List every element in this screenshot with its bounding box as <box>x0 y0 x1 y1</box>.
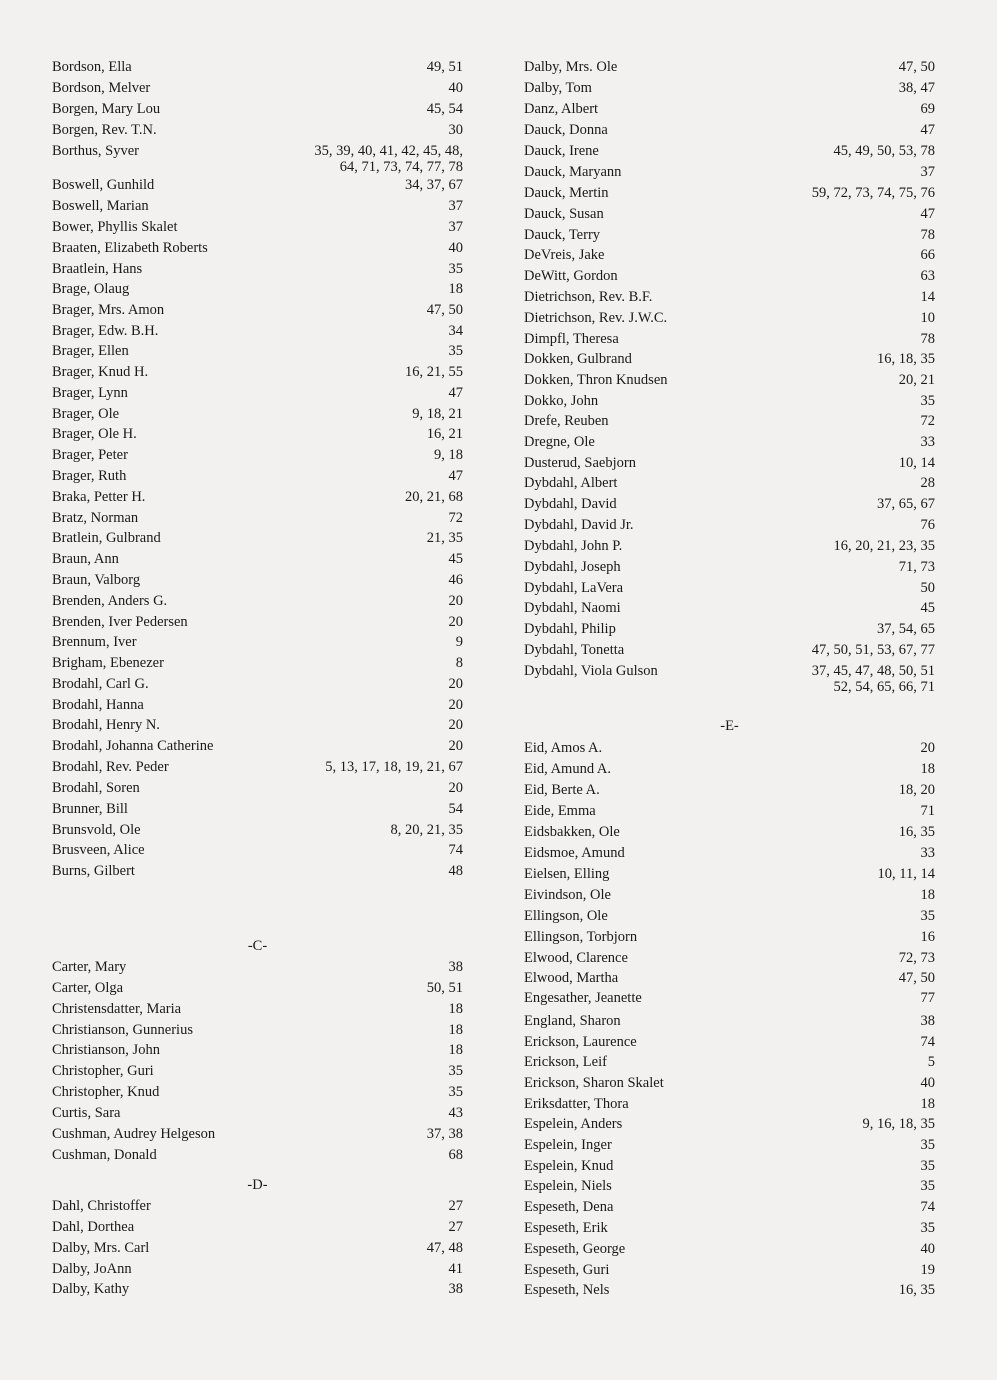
entry-pages: 20 <box>448 614 463 630</box>
entry-pages: 20 <box>448 676 463 692</box>
entry-name: Brager, Knud H. <box>52 364 149 380</box>
entry-name: Christopher, Guri <box>52 1063 154 1079</box>
entry-name: Eivindson, Ole <box>524 887 611 903</box>
entry-name: Dalby, Mrs. Carl <box>52 1240 150 1256</box>
entry-pages: 19 <box>920 1262 935 1278</box>
entry-name: Dokken, Gulbrand <box>524 351 632 367</box>
entry-pages: 48 <box>448 863 463 879</box>
entry-pages: 40 <box>920 1241 935 1257</box>
entry-pages: 38 <box>448 1281 463 1297</box>
entry-pages: 45, 49, 50, 53, 78 <box>833 143 935 159</box>
entry-pages: 16, 21 <box>426 426 463 442</box>
entry-pages: 9 <box>455 634 463 650</box>
entry-name: Brunsvold, Ole <box>52 822 141 838</box>
entry-pages: 18, 20 <box>898 782 935 798</box>
entry-name: Dregne, Ole <box>524 434 595 450</box>
entry-name: Dusterud, Saebjorn <box>524 455 636 471</box>
entry-pages: 72, 73 <box>898 950 935 966</box>
entry-pages: 35 <box>920 1178 935 1194</box>
entry-name: Eielsen, Elling <box>524 866 610 882</box>
entry-pages: 27 <box>448 1198 463 1214</box>
entry-name: Dauck, Terry <box>524 227 601 243</box>
entry-pages: 8 <box>455 655 463 671</box>
entry-name: Cushman, Donald <box>52 1147 157 1163</box>
entry-name: Braun, Ann <box>52 551 119 567</box>
entry-name: Brunner, Bill <box>52 801 128 817</box>
entry-name: Brennum, Iver <box>52 634 137 650</box>
entry-name: Erickson, Sharon Skalet <box>524 1075 664 1091</box>
entry-pages: 8, 20, 21, 35 <box>390 822 463 838</box>
entry-name: Dybdahl, David Jr. <box>524 517 634 533</box>
entry-name: Braaten, Elizabeth Roberts <box>52 240 208 256</box>
entry-pages: 37, 45, 47, 48, 50, 51 52, 54, 65, 66, 71 <box>811 663 935 695</box>
entry-name: Brager, Ole <box>52 406 120 422</box>
entry-name: Eidsmoe, Amund <box>524 845 625 861</box>
entry-pages: 35 <box>448 1063 463 1079</box>
entry-name: Dauck, Mertin <box>524 185 609 201</box>
entry-name: Borgen, Mary Lou <box>52 101 161 117</box>
entry-pages: 35 <box>920 1158 935 1174</box>
entry-pages: 37, 65, 67 <box>877 496 935 512</box>
entry-pages: 45 <box>448 551 463 567</box>
entry-pages: 20 <box>448 780 463 796</box>
entry-pages: 35 <box>448 1084 463 1100</box>
entry-pages: 14 <box>920 289 935 305</box>
entry-name: Borthus, Syver <box>52 143 139 159</box>
entry-name: Dietrichson, Rev. J.W.C. <box>524 310 668 326</box>
entry-pages: 76 <box>920 517 935 533</box>
entry-name: Danz, Albert <box>524 101 599 117</box>
entry-name: Dalby, Tom <box>524 80 592 96</box>
entry-name: Dahl, Dorthea <box>52 1219 135 1235</box>
entry-pages: 16, 20, 21, 23, 35 <box>833 538 935 554</box>
entry-name: Dietrichson, Rev. B.F. <box>524 289 653 305</box>
entry-name: Dybdahl, David <box>524 496 617 512</box>
entry-pages: 18 <box>920 1096 935 1112</box>
entry-pages: 18 <box>448 281 463 297</box>
entry-name: Braun, Valborg <box>52 572 141 588</box>
entry-name: Espeseth, Guri <box>524 1262 610 1278</box>
entry-pages: 37 <box>448 219 463 235</box>
entry-pages: 40 <box>448 240 463 256</box>
entry-name: Dybdahl, John P. <box>524 538 623 554</box>
entry-pages: 43 <box>448 1105 463 1121</box>
entry-pages: 47, 50, 51, 53, 67, 77 <box>811 642 935 658</box>
entry-pages: 35, 39, 40, 41, 42, 45, 48, 64, 71, 73, 74, 77, 78 <box>314 143 463 175</box>
entry-pages: 9, 16, 18, 35 <box>862 1116 935 1132</box>
entry-pages: 9, 18 <box>434 447 463 463</box>
entry-name: Brodahl, Carl G. <box>52 676 149 692</box>
entry-pages: 77 <box>920 990 935 1006</box>
entry-pages: 20 <box>448 697 463 713</box>
entry-name: Brigham, Ebenezer <box>52 655 164 671</box>
entry-pages: 34, 37, 67 <box>405 177 463 193</box>
entry-name: Bratz, Norman <box>52 510 139 526</box>
entry-name: Dybdahl, Albert <box>524 475 618 491</box>
entry-pages: 47, 48 <box>426 1240 463 1256</box>
entry-name: Dauck, Irene <box>524 143 599 159</box>
entry-name: Dokko, John <box>524 393 599 409</box>
entry-pages: 18 <box>448 1042 463 1058</box>
entry-pages: 35 <box>920 1137 935 1153</box>
entry-name: England, Sharon <box>524 1013 621 1029</box>
entry-pages: 16, 35 <box>898 1282 935 1298</box>
entry-pages: 33 <box>920 845 935 861</box>
entry-name: Espelein, Inger <box>524 1137 612 1153</box>
entry-name: Dybdahl, Tonetta <box>524 642 625 658</box>
entry-pages: 5 <box>927 1054 935 1070</box>
section-heading: -E- <box>720 718 739 734</box>
entry-name: Dybdahl, LaVera <box>524 580 624 596</box>
entry-name: Eid, Berte A. <box>524 782 600 798</box>
entry-name: Boswell, Marian <box>52 198 149 214</box>
entry-name: Eid, Amos A. <box>524 740 603 756</box>
entry-name: Dahl, Christoffer <box>52 1198 151 1214</box>
entry-name: Brager, Ruth <box>52 468 127 484</box>
entry-name: Espeseth, Erik <box>524 1220 608 1236</box>
entry-pages: 66 <box>920 247 935 263</box>
entry-name: Espeseth, Nels <box>524 1282 610 1298</box>
entry-name: Ellingson, Torbjorn <box>524 929 638 945</box>
entry-pages: 16, 35 <box>898 824 935 840</box>
entry-name: Christensdatter, Maria <box>52 1001 182 1017</box>
entry-pages: 28 <box>920 475 935 491</box>
entry-pages: 16, 21, 55 <box>405 364 463 380</box>
entry-name: Eide, Emma <box>524 803 596 819</box>
entry-pages: 10, 11, 14 <box>877 866 935 882</box>
entry-pages: 49, 51 <box>426 59 463 75</box>
entry-name: Brodahl, Rev. Peder <box>52 759 169 775</box>
entry-pages: 16, 18, 35 <box>877 351 935 367</box>
entry-name: Cushman, Audrey Helgeson <box>52 1126 216 1142</box>
entry-name: Bordson, Ella <box>52 59 132 75</box>
entry-pages: 35 <box>448 343 463 359</box>
entry-name: Brodahl, Hanna <box>52 697 144 713</box>
entry-pages: 69 <box>920 101 935 117</box>
entry-pages: 34 <box>448 323 463 339</box>
entry-pages: 5, 13, 17, 18, 19, 21, 67 <box>325 759 463 775</box>
entry-pages: 47 <box>920 206 935 222</box>
entry-name: Braka, Petter H. <box>52 489 146 505</box>
entry-name: Brager, Ole H. <box>52 426 137 442</box>
entry-name: Eid, Amund A. <box>524 761 612 777</box>
entry-pages: 37, 38 <box>426 1126 463 1142</box>
entry-name: Braatlein, Hans <box>52 261 143 277</box>
entry-name: Boswell, Gunhild <box>52 177 155 193</box>
entry-name: Christopher, Knud <box>52 1084 160 1100</box>
entry-pages: 40 <box>920 1075 935 1091</box>
entry-pages: 47, 50 <box>898 59 935 75</box>
section-heading: -D- <box>247 1177 268 1193</box>
entry-name: Brenden, Anders G. <box>52 593 168 609</box>
entry-pages: 10 <box>920 310 935 326</box>
entry-name: Erickson, Laurence <box>524 1034 637 1050</box>
entry-pages: 33 <box>920 434 935 450</box>
entry-pages: 35 <box>920 393 935 409</box>
entry-name: Espelein, Niels <box>524 1178 612 1194</box>
entry-name: Brager, Mrs. Amon <box>52 302 165 318</box>
entry-name: Dalby, JoAnn <box>52 1261 132 1277</box>
entry-pages: 38 <box>920 1013 935 1029</box>
entry-pages: 45, 54 <box>426 101 463 117</box>
entry-pages: 20 <box>448 593 463 609</box>
entry-name: Drefe, Reuben <box>524 413 609 429</box>
entry-name: Dybdahl, Philip <box>524 621 616 637</box>
entry-name: Dybdahl, Viola Gulson <box>524 663 658 679</box>
entry-pages: 35 <box>920 908 935 924</box>
entry-pages: 59, 72, 73, 74, 75, 76 <box>811 185 935 201</box>
entry-name: Dalby, Kathy <box>52 1281 130 1297</box>
entry-name: Espelein, Anders <box>524 1116 623 1132</box>
entry-pages: 38 <box>448 959 463 975</box>
entry-name: Brager, Edw. B.H. <box>52 323 159 339</box>
entry-pages: 20 <box>920 740 935 756</box>
entry-name: Dybdahl, Joseph <box>524 559 621 575</box>
entry-name: Bordson, Melver <box>52 80 151 96</box>
entry-name: Christianson, Gunnerius <box>52 1022 193 1038</box>
entry-name: Carter, Olga <box>52 980 124 996</box>
entry-pages: 10, 14 <box>898 455 935 471</box>
entry-name: Ellingson, Ole <box>524 908 608 924</box>
entry-pages: 50, 51 <box>426 980 463 996</box>
entry-pages: 72 <box>920 413 935 429</box>
entry-pages: 68 <box>448 1147 463 1163</box>
entry-name: Espeseth, George <box>524 1241 626 1257</box>
section-heading: -C- <box>247 938 268 954</box>
entry-name: Dauck, Maryann <box>524 164 622 180</box>
entry-name: Brodahl, Soren <box>52 780 140 796</box>
entry-name: Eidsbakken, Ole <box>524 824 620 840</box>
entry-pages: 20 <box>448 717 463 733</box>
entry-pages: 38, 47 <box>898 80 935 96</box>
entry-name: Bower, Phyllis Skalet <box>52 219 178 235</box>
entry-name: Dimpfl, Theresa <box>524 331 619 347</box>
entry-pages: 54 <box>448 801 463 817</box>
entry-pages: 9, 18, 21 <box>412 406 463 422</box>
entry-pages: 18 <box>448 1001 463 1017</box>
entry-pages: 78 <box>920 331 935 347</box>
entry-pages: 46 <box>448 572 463 588</box>
entry-pages: 35 <box>920 1220 935 1236</box>
entry-pages: 37 <box>448 198 463 214</box>
entry-name: Dalby, Mrs. Ole <box>524 59 618 75</box>
entry-pages: 74 <box>920 1034 935 1050</box>
entry-name: Eriksdatter, Thora <box>524 1096 629 1112</box>
entry-name: Engesather, Jeanette <box>524 990 642 1006</box>
entry-name: Brage, Olaug <box>52 281 130 297</box>
entry-pages: 74 <box>920 1199 935 1215</box>
entry-name: Burns, Gilbert <box>52 863 135 879</box>
entry-name: Elwood, Martha <box>524 970 619 986</box>
entry-name: Borgen, Rev. T.N. <box>52 122 157 138</box>
entry-pages: 41 <box>448 1261 463 1277</box>
entry-name: Curtis, Sara <box>52 1105 121 1121</box>
entry-name: Erickson, Leif <box>524 1054 607 1070</box>
entry-pages: 74 <box>448 842 463 858</box>
entry-name: Dokken, Thron Knudsen <box>524 372 668 388</box>
entry-pages: 78 <box>920 227 935 243</box>
entry-pages: 63 <box>920 268 935 284</box>
entry-pages: 37 <box>920 164 935 180</box>
entry-pages: 72 <box>448 510 463 526</box>
entry-pages: 47 <box>920 122 935 138</box>
entry-pages: 47 <box>448 385 463 401</box>
entry-name: Christianson, John <box>52 1042 160 1058</box>
entry-name: Brenden, Iver Pedersen <box>52 614 188 630</box>
entry-pages: 30 <box>448 122 463 138</box>
entry-pages: 47 <box>448 468 463 484</box>
entry-pages: 20 <box>448 738 463 754</box>
entry-pages: 27 <box>448 1219 463 1235</box>
entry-pages: 40 <box>448 80 463 96</box>
entry-name: Elwood, Clarence <box>524 950 628 966</box>
entry-name: Dybdahl, Naomi <box>524 600 621 616</box>
entry-name: Brodahl, Henry N. <box>52 717 160 733</box>
entry-pages: 35 <box>448 261 463 277</box>
entry-pages: 47, 50 <box>426 302 463 318</box>
entry-name: Carter, Mary <box>52 959 127 975</box>
entry-pages: 47, 50 <box>898 970 935 986</box>
entry-name: Brodahl, Johanna Catherine <box>52 738 214 754</box>
entry-name: Bratlein, Gulbrand <box>52 530 161 546</box>
entry-pages: 18 <box>920 887 935 903</box>
entry-name: Espeseth, Dena <box>524 1199 614 1215</box>
entry-name: DeWitt, Gordon <box>524 268 618 284</box>
entry-name: DeVreis, Jake <box>524 247 605 263</box>
entry-pages: 45 <box>920 600 935 616</box>
entry-name: Brager, Ellen <box>52 343 129 359</box>
entry-pages: 50 <box>920 580 935 596</box>
entry-pages: 18 <box>920 761 935 777</box>
entry-pages: 71 <box>920 803 935 819</box>
entry-pages: 16 <box>920 929 935 945</box>
entry-name: Dauck, Donna <box>524 122 608 138</box>
entry-pages: 21, 35 <box>426 530 463 546</box>
entry-name: Brusveen, Alice <box>52 842 145 858</box>
entry-name: Brager, Lynn <box>52 385 128 401</box>
entry-pages: 20, 21 <box>898 372 935 388</box>
entry-pages: 18 <box>448 1022 463 1038</box>
entry-pages: 71, 73 <box>898 559 935 575</box>
entry-name: Brager, Peter <box>52 447 128 463</box>
entry-pages: 20, 21, 68 <box>405 489 463 505</box>
entry-name: Dauck, Susan <box>524 206 604 222</box>
entry-pages: 37, 54, 65 <box>877 621 935 637</box>
entry-name: Espelein, Knud <box>524 1158 614 1174</box>
